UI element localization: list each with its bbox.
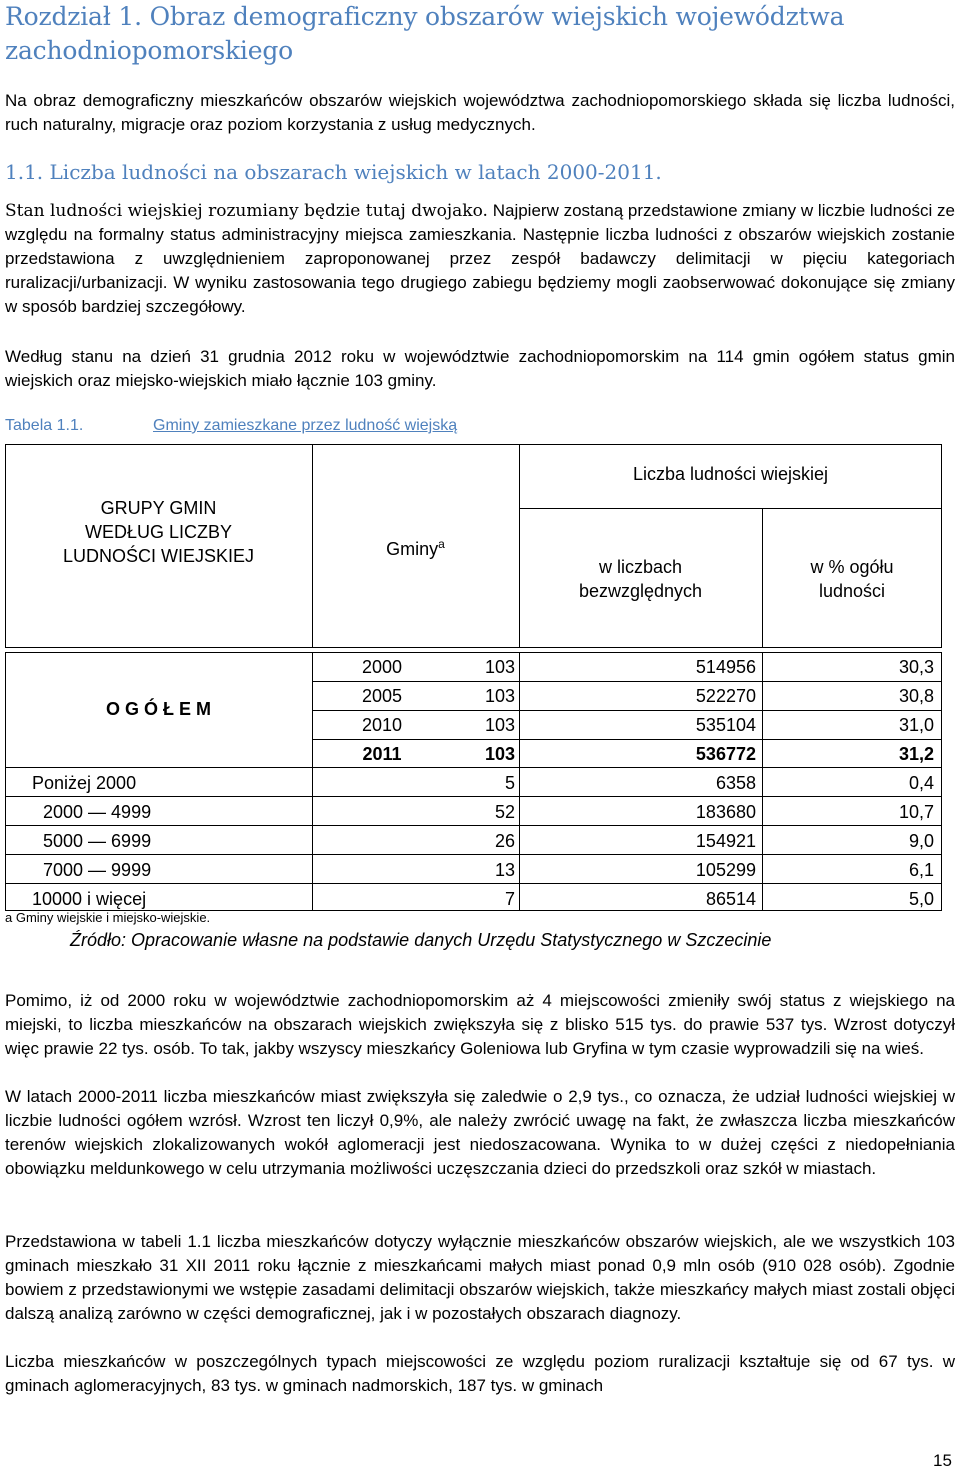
- divider: [5, 796, 942, 797]
- year-cell: 2010: [361, 715, 403, 735]
- absolute-cell: 6358: [715, 773, 756, 793]
- gminy-cell: 103: [484, 744, 515, 764]
- header-percent: w % ogółu ludności: [810, 557, 894, 601]
- gminy-cell: 103: [484, 686, 515, 706]
- group-label-cell: 5000 — 6999: [43, 831, 152, 851]
- percent-cell: 6,1: [908, 860, 934, 880]
- gminy-cell: 5: [504, 773, 515, 793]
- divider: [5, 854, 942, 855]
- percent-cell: 5,0: [908, 889, 934, 909]
- paragraph-5: Przedstawiona w tabeli 1.1 liczba mieszkańców dotyczy wyłącznie mieszkańców obszarów wiejskich, ale we wszystkich 103 gminach mieszkało 31 XII 2011 roku łącznie z mieszkańcami małych miast ponad 0,9 mln osób (910 028 osób). Zgodnie bowiem z przedstawionymi we wstępie zasadami delimitacji obszarów wiejskich, także mieszkańcy małych miast zostali objęci dalszą analizą zarówno w części demograficznej, jak i w pozostałych obszarach diagnozy.: [5, 1232, 955, 1323]
- paragraph-6: Liczba mieszkańców w poszczególnych typach miejscowości ze względu poziom ruralizacji kształtuje się od 67 tys. w gminach aglomeracyjnych, 83 tys. w gminach nadmorskich, 187 tys. w gminach: [5, 1352, 955, 1395]
- absolute-cell: 536772: [695, 744, 756, 764]
- absolute-cell: 154921: [695, 831, 756, 851]
- group-label-cell: 2000 — 4999: [43, 802, 152, 822]
- header-gminy: [312, 532, 519, 561]
- absolute-cell: 105299: [695, 860, 756, 880]
- header-gminy-sup: a: [438, 537, 445, 551]
- paragraph-3: Pomimo, iż od 2000 roku w województwie zachodniopomorskim aż 4 miejscowości zmieniły swój status z wiejskiego na miejski, to liczba mieszkańców na obszarach wiejskich zwiększyła się z blisko 515 tys. do prawie 537 tys. Wzrost dotyczył więc prawie 22 tys. osób. To tak, jakby wszyscy mieszkańcy Goleniowa lub Gryfina w tym czasie wyprowadzili się na wieś.: [5, 991, 955, 1058]
- table-caption: [5, 416, 458, 436]
- percent-cell: 9,0: [908, 831, 934, 851]
- group-label-cell: 7000 — 9999: [43, 860, 152, 880]
- divider: [5, 767, 942, 768]
- paragraph-1-body: Najpierw zostaną przedstawione zmiany w liczbie ludności ze względu na formalny status administracyjny miejsca zamieszkania. Następnie liczba ludności z obszarów wiejskich zostanie przedstawiona z uwzględnieniem zaproponowanej przez zespół badawczy delimitacji w pięciu kategoriach ruralizacji/urbanizacji. W wyniku zastosowania tego drugiego zabiegu będziemy mogli zaobserwować dokonujące się zmiany w sposób bardziej szczegółowy.: [5, 201, 955, 316]
- group-label-cell: 10000 i więcej: [32, 889, 147, 909]
- table-caption-title: Gminy zamieszkane przez ludność wiejską: [153, 417, 458, 434]
- gminy-cell: 103: [484, 657, 515, 677]
- header-liczba: Liczba ludności wiejskiej: [632, 464, 829, 484]
- absolute-cell: 86514: [705, 889, 756, 909]
- paragraph-4: W latach 2000-2011 liczba mieszkańców miast zwiększyła się zaledwie o 2,9 tys., co oznacza, że udział ludności wiejskiej w liczbie ludności ogółem wzrósł. Wzrost ten liczył 0,9%, ale należy zwrócić uwagę na fakt, że zwłaszcza liczba mieszkańców terenów wiejskich zlokalizowanych wokół aglomeracji jest niedoszacowana. Wynika to w dużej części z niedopełniania obowiązku meldunkowego w celu utrzymania możliwości uczęszczania dzieci do przedszkoli oraz szkół w miastach.: [5, 1087, 955, 1178]
- gminy-cell: 103: [484, 715, 515, 735]
- paragraph-1-lead: Stan ludności wiejskiej rozumiany będzie tutaj dwojako.: [5, 201, 488, 221]
- percent-cell: 30,3: [898, 657, 934, 677]
- absolute-cell: 183680: [695, 802, 756, 822]
- percent-cell: 31,2: [898, 744, 934, 764]
- year-cell: 2000: [361, 657, 403, 677]
- percent-cell: 30,8: [898, 686, 934, 706]
- absolute-cell: 522270: [695, 686, 756, 706]
- gminy-cell: 52: [494, 802, 515, 822]
- section-title: 1.1. Liczba ludności na obszarach wiejskich w latach 2000-2011.: [5, 160, 662, 184]
- divider: [312, 710, 942, 711]
- chapter-title: Rozdział 1. Obraz demograficzny obszarów wiejskich województwa zachodniopomorskiego: [5, 2, 845, 65]
- gminy-cell: 7: [504, 889, 515, 909]
- gminy-cell: 26: [494, 831, 515, 851]
- page-number: 15: [933, 1451, 952, 1470]
- table-footnote: a Gminy wiejskie i miejsko-wiejskie.: [5, 910, 211, 925]
- paragraph-2: Według stanu na dzień 31 grudnia 2012 roku w województwie zachodniopomorskim na 114 gmin ogółem status gmin wiejskich oraz miejsko-wiejskich miało łącznie 103 gminy.: [5, 347, 955, 390]
- table-source: Źródło: Opracowanie własne na podstawie danych Urzędu Statystycznego w Szczecinie: [70, 930, 772, 950]
- divider: [519, 508, 942, 509]
- absolute-cell: 535104: [695, 715, 756, 735]
- year-cell: 2005: [361, 686, 403, 706]
- year-cell: 2011: [362, 744, 402, 764]
- ogolem-label: O G Ó Ł E M: [105, 699, 211, 719]
- divider: [5, 825, 942, 826]
- absolute-cell: 514956: [695, 657, 756, 677]
- percent-cell: 0,4: [908, 773, 934, 793]
- percent-cell: 31,0: [898, 715, 934, 735]
- intro-paragraph: Na obraz demograficzny mieszkańców obszarów wiejskich województwa zachodniopomorskiego składa się liczba ludności, ruch naturalny, migracje oraz poziom korzystania z usług medycznych.: [5, 91, 955, 134]
- divider: [312, 739, 942, 740]
- header-gminy-text: Gminy: [386, 539, 439, 559]
- header-groups: GRUPY GMIN WEDŁUG LICZBY LUDNOŚCI WIEJSKIEJ: [62, 498, 255, 566]
- gminy-cell: 13: [494, 860, 515, 880]
- paragraph-1: [5, 199, 955, 319]
- table-caption-label: Tabela 1.1.: [5, 417, 84, 434]
- divider: [312, 681, 942, 682]
- group-label-cell: Poniżej 2000: [32, 773, 137, 793]
- divider: [5, 883, 942, 884]
- percent-cell: 10,7: [898, 802, 934, 822]
- header-absolute: w liczbach bezwzględnych: [578, 557, 703, 601]
